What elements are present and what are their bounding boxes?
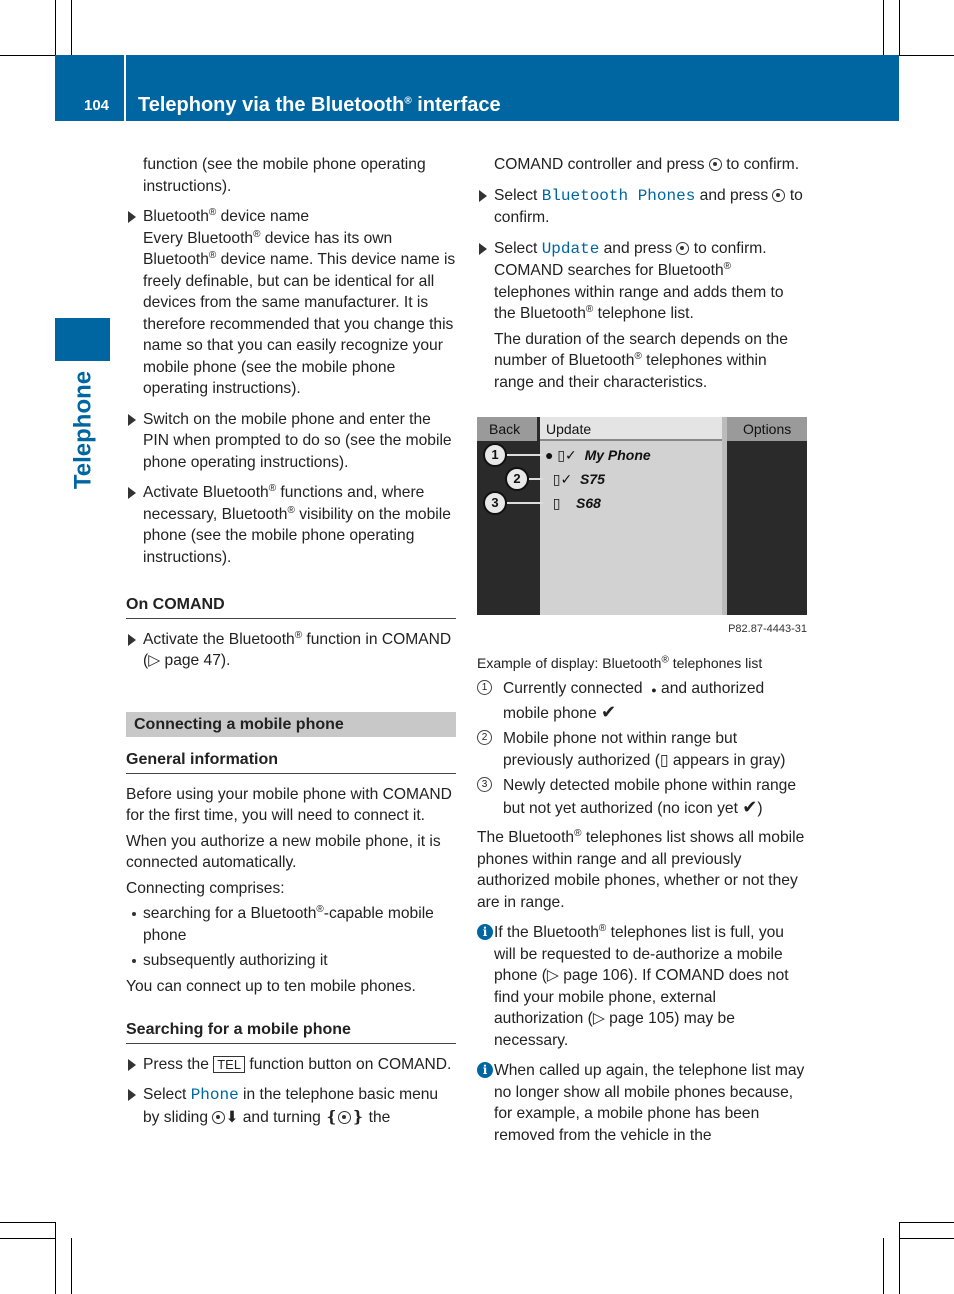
page-ref-arrow-icon: ▷: [546, 967, 559, 984]
callout-line: [507, 454, 543, 456]
step-arrow-icon: [479, 243, 487, 255]
legend-number-1: 1: [477, 680, 492, 695]
step-arrow-icon: [128, 634, 136, 646]
display-options-button[interactable]: Options: [727, 417, 807, 441]
menu-item-bluetooth-phones[interactable]: Bluetooth Phones: [541, 186, 696, 205]
chapter-tab: [55, 318, 110, 361]
step-arrow-icon: [128, 487, 136, 499]
crop-mark: [899, 1222, 900, 1294]
crop-mark: [883, 1238, 884, 1294]
connected-dot-icon: ●: [651, 685, 657, 695]
right-column: [477, 154, 807, 1155]
crop-mark: [899, 1222, 954, 1223]
callout-2: 2: [505, 467, 529, 491]
step-device-name: Bluetooth® device name Every Bluetooth® device has its own Bluetooth® device name. This device name is freely definable, but can be identical for all devices from the same manufacturer. It is therefore recommended that you change this name so that you can easily recognize your mobile phone (see the mobile phone operating instructions).: [126, 206, 456, 400]
crop-mark: [55, 0, 56, 55]
page-link[interactable]: page 47).: [160, 652, 231, 669]
left-column: [126, 154, 456, 1137]
display-back-button[interactable]: Back: [477, 417, 537, 441]
general-paragraph: You can connect up to ten mobile phones.: [126, 977, 416, 995]
phone-authorized-icon: ▯: [659, 751, 669, 769]
comand-display-screenshot: [477, 417, 807, 615]
header-divider: [124, 55, 126, 121]
step-press-tel: Press the TEL function button on COMAND.: [126, 1054, 456, 1076]
legend-number-3: 3: [477, 777, 492, 792]
legend-item: 1 Currently connected ● and authorized mobile phone ✔: [477, 678, 807, 724]
tel-button[interactable]: TEL: [213, 1056, 245, 1073]
info-icon: i: [477, 924, 493, 940]
legend-item: 2 Mobile phone not within range but previously authorized (▯ appears in gray): [477, 728, 807, 771]
legend-number-2: 2: [477, 730, 492, 745]
page-title: Telephony via the Bluetooth® interface: [138, 94, 501, 116]
authorized-check-icon: ✔: [600, 701, 617, 722]
page-link[interactable]: page 106). If COMAND does not find your mobile phone, external authorization (: [494, 967, 789, 1027]
list-item: subsequently authorizing it: [126, 950, 456, 972]
display-update-title[interactable]: Update: [540, 417, 722, 441]
page-ref-arrow-icon: ▷: [148, 652, 161, 669]
step-activate-bluetooth: Activate Bluetooth® functions and, where necessary, Bluetooth® visibility on the mobile phone (see the mobile phone operating instructions).: [126, 482, 456, 568]
display-list-area: [540, 441, 722, 615]
crop-mark: [71, 0, 72, 55]
step-arrow-icon: [128, 211, 136, 223]
step-select-update: Select Update and press to confirm. COMAND searches for Bluetooth® telephones within range and adds them to the Bluetooth® telephone list. The duration of the search depends on the number of Bluetooth® telephones within range and their characteristics.: [477, 238, 807, 394]
crop-mark: [883, 0, 884, 55]
step-activate-comand: Activate the Bluetooth® function in COMAND (▷ page 47).: [126, 629, 456, 672]
general-paragraph: Connecting comprises:: [126, 879, 285, 897]
crop-mark: [0, 1222, 55, 1223]
display-list-item[interactable]: ▯✓ S75: [545, 471, 605, 487]
page-link[interactable]: page 105) may be necessary.: [494, 1010, 735, 1049]
menu-item-update[interactable]: Update: [541, 239, 600, 258]
display-list-item[interactable]: ▯ S68: [545, 495, 601, 511]
step-select-bluetooth-phones: Select Bluetooth Phones and press to confirm.: [477, 185, 807, 229]
page-number: 104: [84, 97, 110, 114]
image-reference-code: P82.87-4443-31: [728, 623, 807, 635]
controller-turn-icon: ❴ ❵: [325, 1108, 365, 1126]
display-scrollbar[interactable]: [722, 417, 727, 615]
general-paragraph: Before using your mobile phone with COMAND for the first time, you will need to connect it.: [126, 785, 452, 824]
bullet-icon: [132, 912, 136, 916]
info-note: i If the Bluetooth® telephones list is full, you will be requested to de-authorize a mobile phone (▷ page 106). If COMAND does not find your mobile phone, external authorization (▷ page 105) may be necessary.: [477, 922, 807, 1051]
continued-text: COMAND controller and press to confirm.: [494, 156, 800, 173]
section-heading: Connecting a mobile phone: [126, 712, 456, 738]
intro-text: function (see the mobile phone operating instructions).: [143, 156, 426, 195]
crop-mark: [0, 55, 55, 56]
bullet-icon: [132, 959, 136, 963]
callout-3: 3: [483, 491, 507, 515]
info-icon: i: [477, 1062, 493, 1078]
step-arrow-icon: [128, 414, 136, 426]
controller-press-icon: [676, 242, 689, 255]
general-paragraph: When you authorize a new mobile phone, it is connected automatically.: [126, 832, 441, 871]
controller-press-icon: [709, 158, 722, 171]
callout-1: 1: [483, 443, 507, 467]
info-note: i When called up again, the telephone list may no longer show all mobile phones because, for example, a mobile phone has been removed from the vehicle in the: [477, 1060, 807, 1146]
controller-slide-icon: [212, 1111, 225, 1124]
heading-on-comand: On COMAND: [126, 594, 456, 619]
controller-press-icon: [772, 189, 785, 202]
list-item: searching for a Bluetooth®-capable mobile phone: [126, 903, 456, 946]
legend-item: 3 Newly detected mobile phone within range but not yet authorized (no icon yet ✔): [477, 775, 807, 819]
chapter-label: Telephone: [69, 370, 97, 490]
callout-line: [529, 478, 543, 480]
step-switch-on: Switch on the mobile phone and enter the PIN when prompted to do so (see the mobile phone operating instructions).: [126, 409, 456, 474]
crop-mark: [899, 1238, 954, 1239]
step-select-phone: Select Phone in the telephone basic menu by sliding ⬇ and turning ❴ ❵ the: [126, 1084, 456, 1128]
step-arrow-icon: [128, 1089, 136, 1101]
display-list-item[interactable]: ● ▯✓ My Phone: [545, 447, 651, 463]
crop-mark: [899, 0, 900, 55]
callout-line: [507, 502, 543, 504]
step-arrow-icon: [128, 1059, 136, 1071]
crop-mark: [71, 1238, 72, 1294]
menu-item-phone[interactable]: Phone: [190, 1086, 239, 1104]
page-ref-arrow-icon: ▷: [592, 1010, 605, 1027]
crop-mark: [55, 1222, 56, 1294]
crop-mark: [899, 55, 954, 56]
crop-mark: [0, 1238, 55, 1239]
heading-general-information: General information: [126, 749, 456, 774]
list-paragraph: The Bluetooth® telephones list shows all mobile phones within range and all previously authorized mobile phones, whether or not they are in range.: [477, 827, 805, 911]
image-caption: Example of display: Bluetooth® telephones list: [477, 653, 763, 671]
authorized-check-icon: ✔: [742, 796, 758, 817]
step-arrow-icon: [479, 190, 487, 202]
heading-searching: Searching for a mobile phone: [126, 1019, 456, 1044]
